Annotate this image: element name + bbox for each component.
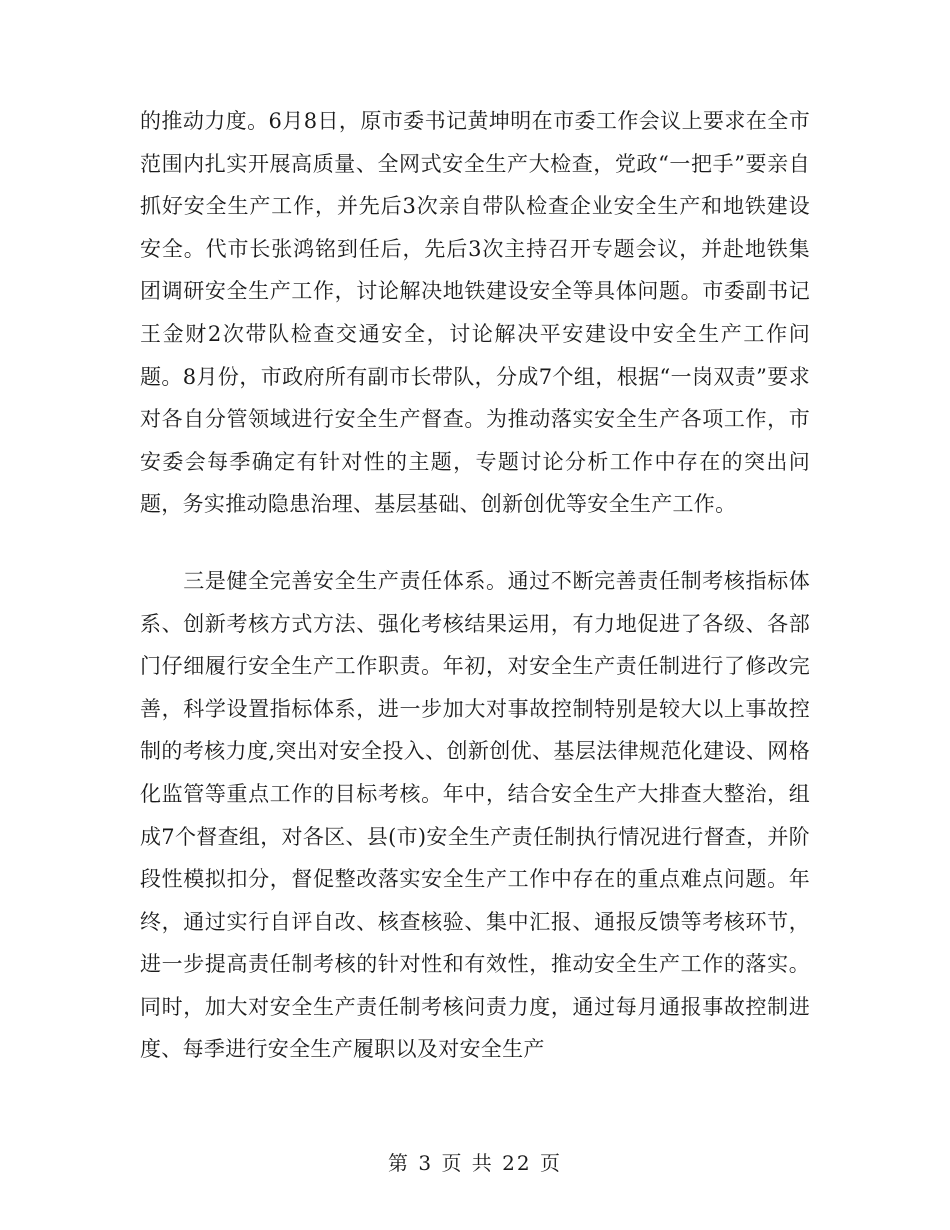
paragraph-continuation: 的推动力度。6月8日，原市委书记黄坤明在市委工作会议上要求在全市范围内扎实开展高质量、全网式安全生产大检查，党政“一把手”要亲自抓好安全生产工作，并先后3次亲自带队检查企业安全生产和地铁建设安全。代市长张鸿铭到任后，先后3次主持召开专题会议，并赴地铁集团调研安全生产工作，讨论解决地铁建设安全等具体问题。市委副书记王金财2次带队检查交通安全，讨论解决平安建设中安全生产工作问题。8月份，市政府所有副市长带队，分成7个组，根据“一岗双责”要求对各自分管领域进行安全生产督查。为推动落实安全生产各项工作，市安委会每季确定有针对性的主题，专题讨论分析工作中存在的突出问题，务实推动隐患治理、基层基础、创新创优等安全生产工作。 [140, 109, 810, 517]
page-number-footer: 第 3 页 共 22 页 [388, 1151, 562, 1175]
document-body [140, 100, 810, 1071]
paragraph-responsibility-system: 三是健全完善安全生产责任体系。通过不断完善责任制考核指标体系、创新考核方式方法、强化考核结果运用，有力地促进了各级、各部门仔细履行安全生产工作职责。年初，对安全生产责任制进行了修改完善，科学设置指标体系，进一步加大对事故控制特别是较大以上事故控制的考核力度,突出对安全投入、创新创优、基层法律规范化建设、网格化监管等重点工作的目标考核。年中，结合安全生产大排查大整治，组成7个督查组，对各区、县(市)安全生产责任制执行情况进行督查，并阶段性模拟扣分，督促整改落实安全生产工作中存在的重点难点问题。年终，通过实行自评自改、核查核验、集中汇报、通报反馈等考核环节，进一步提高责任制考核的针对性和有效性，推动安全生产工作的落实。同时，加大对安全生产责任制考核问责力度，通过每月通报事故控制进度、每季进行安全生产履职以及对安全生产 [140, 568, 810, 1062]
